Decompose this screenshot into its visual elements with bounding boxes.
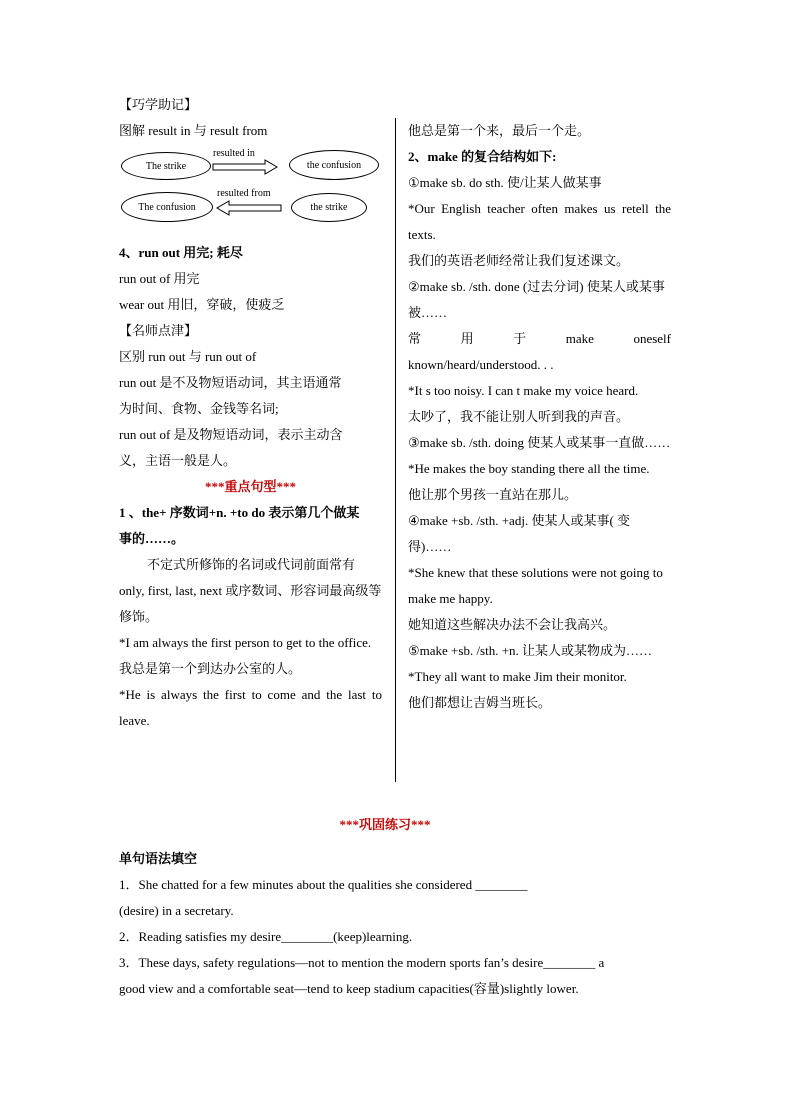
question3-line2: good view and a comfortable seat—tend to keep stadium capacities(容量)slightly lower. bbox=[119, 981, 579, 996]
make-item2: ②make sb. /sth. done (过去分词) 使某人或某事被…… bbox=[408, 279, 665, 320]
make-item5: ⑤make +sb. /sth. +n. 让某人或某物成为…… bbox=[408, 643, 653, 658]
ellipse-the-confusion-2: The confusion bbox=[121, 192, 213, 222]
item4-title: 4、run out 用完; 耗尽 bbox=[119, 245, 243, 260]
item4-line2: wear out 用旧，穿破，使疲乏 bbox=[119, 297, 285, 312]
arrow-label-resulted-from: resulted from bbox=[217, 188, 271, 199]
make-item5-example-cn: 他们都想让吉姆当班长。 bbox=[408, 695, 552, 710]
usage-word: oneself bbox=[633, 331, 671, 346]
column-divider bbox=[395, 118, 396, 782]
make-item3: ③make sb. /sth. doing 使某人或某事一直做…… bbox=[408, 435, 671, 450]
key-sentence-heading: ***重点句型*** bbox=[204, 479, 296, 494]
make-item2-example-en: *It s too noisy. I can t make my voice heard. bbox=[408, 383, 639, 398]
make-structure-title: 2、make 的复合结构如下: bbox=[408, 149, 557, 164]
usage-word: make bbox=[565, 331, 594, 346]
practice-heading: ***巩固练习*** bbox=[339, 817, 431, 832]
usage-word: 用 bbox=[460, 331, 474, 346]
make-item4-example-cn: 她知道这些解决办法不会让我高兴。 bbox=[408, 617, 617, 632]
result-in-from-diagram bbox=[119, 144, 382, 240]
teacher-line3: 为时间、食物、金钱等名词; bbox=[119, 401, 279, 416]
make-item2-example-cn: 太吵了，我不能让别人听到我的声音。 bbox=[408, 409, 630, 424]
teacher-line5: 义，主语一般是人。 bbox=[119, 453, 237, 468]
question2: 2．Reading satisfies my desire________(keep)learning. bbox=[119, 929, 413, 944]
usage-word: 于 bbox=[513, 331, 527, 346]
ellipse-the-confusion: the confusion bbox=[289, 150, 379, 180]
sentence1-paragraph: 不定式所修饰的名词或代词前面常有 only, first, last, next 或序数词、形容词最高级等修饰。 bbox=[119, 557, 382, 624]
ellipse-the-strike: The strike bbox=[121, 152, 211, 180]
teacher-line4: run out of 是及物短语动词，表示主动含 bbox=[119, 427, 343, 442]
make-item2-usage bbox=[408, 326, 671, 352]
right-line1: 他总是第一个来，最后一个走。 bbox=[408, 123, 591, 138]
make-item2-usage-cont: known/heard/understood. . . bbox=[408, 357, 554, 372]
make-item4-example-en: *She knew that these solutions were not going to make me happy. bbox=[408, 565, 663, 606]
sentence1-title-b: 事的……。 bbox=[119, 531, 185, 546]
sentence1-example2-en: *He is always the first to come and the last to leave. bbox=[119, 687, 382, 728]
left-column bbox=[119, 92, 382, 734]
make-item3-example-cn: 他让那个男孩一直站在那儿。 bbox=[408, 487, 578, 502]
teacher-line2: run out 是不及物短语动词，其主语通常 bbox=[119, 375, 342, 390]
diagram-caption: 图解 result in 与 result from bbox=[119, 123, 268, 138]
section-title: 单句语法填空 bbox=[119, 851, 198, 866]
usage-word: 常 bbox=[408, 331, 422, 346]
item4-line1: run out of 用完 bbox=[119, 271, 200, 286]
question1-line2: (desire) in a secretary. bbox=[119, 903, 234, 918]
sentence1-title-a: 1 、the+ 序数词+n. +to do 表示第几个做某 bbox=[119, 505, 360, 520]
question1-line1: 1．She chatted for a few minutes about the qualities she considered ________ bbox=[119, 877, 528, 892]
question3-line1: 3．These days, safety regulations—not to mention the modern sports fan’s desire________ a bbox=[119, 955, 605, 970]
make-item3-example-en: *He makes the boy standing there all the time. bbox=[408, 461, 650, 476]
make-item1: ①make sb. do sth. 使/让某人做某事 bbox=[408, 175, 602, 190]
left-arrow-icon bbox=[215, 201, 283, 215]
teacher-heading: 【名师点津】 bbox=[119, 323, 198, 338]
make-item4: ④make +sb. /sth. +adj. 使某人或某事( 变得)…… bbox=[408, 513, 631, 554]
teacher-line1: 区别 run out 与 run out of bbox=[119, 349, 257, 364]
right-column bbox=[408, 118, 671, 716]
sentence1-example1-cn: 我总是第一个到达办公室的人。 bbox=[119, 661, 302, 676]
make-item1-example-en: *Our English teacher often makes us retell the texts. bbox=[408, 201, 671, 242]
sentence1-example1-en: *I am always the first person to get to the office. bbox=[119, 635, 372, 650]
make-item5-example-en: *They all want to make Jim their monitor. bbox=[408, 669, 627, 684]
arrow-label-resulted-in: resulted in bbox=[213, 148, 255, 159]
practice-section bbox=[119, 812, 651, 1002]
make-item1-example-cn: 我们的英语老师经常让我们复述课文。 bbox=[408, 253, 630, 268]
ellipse-the-strike-2: the strike bbox=[291, 193, 367, 222]
memory-heading: 【巧学助记】 bbox=[119, 97, 198, 112]
right-arrow-icon bbox=[213, 160, 279, 174]
